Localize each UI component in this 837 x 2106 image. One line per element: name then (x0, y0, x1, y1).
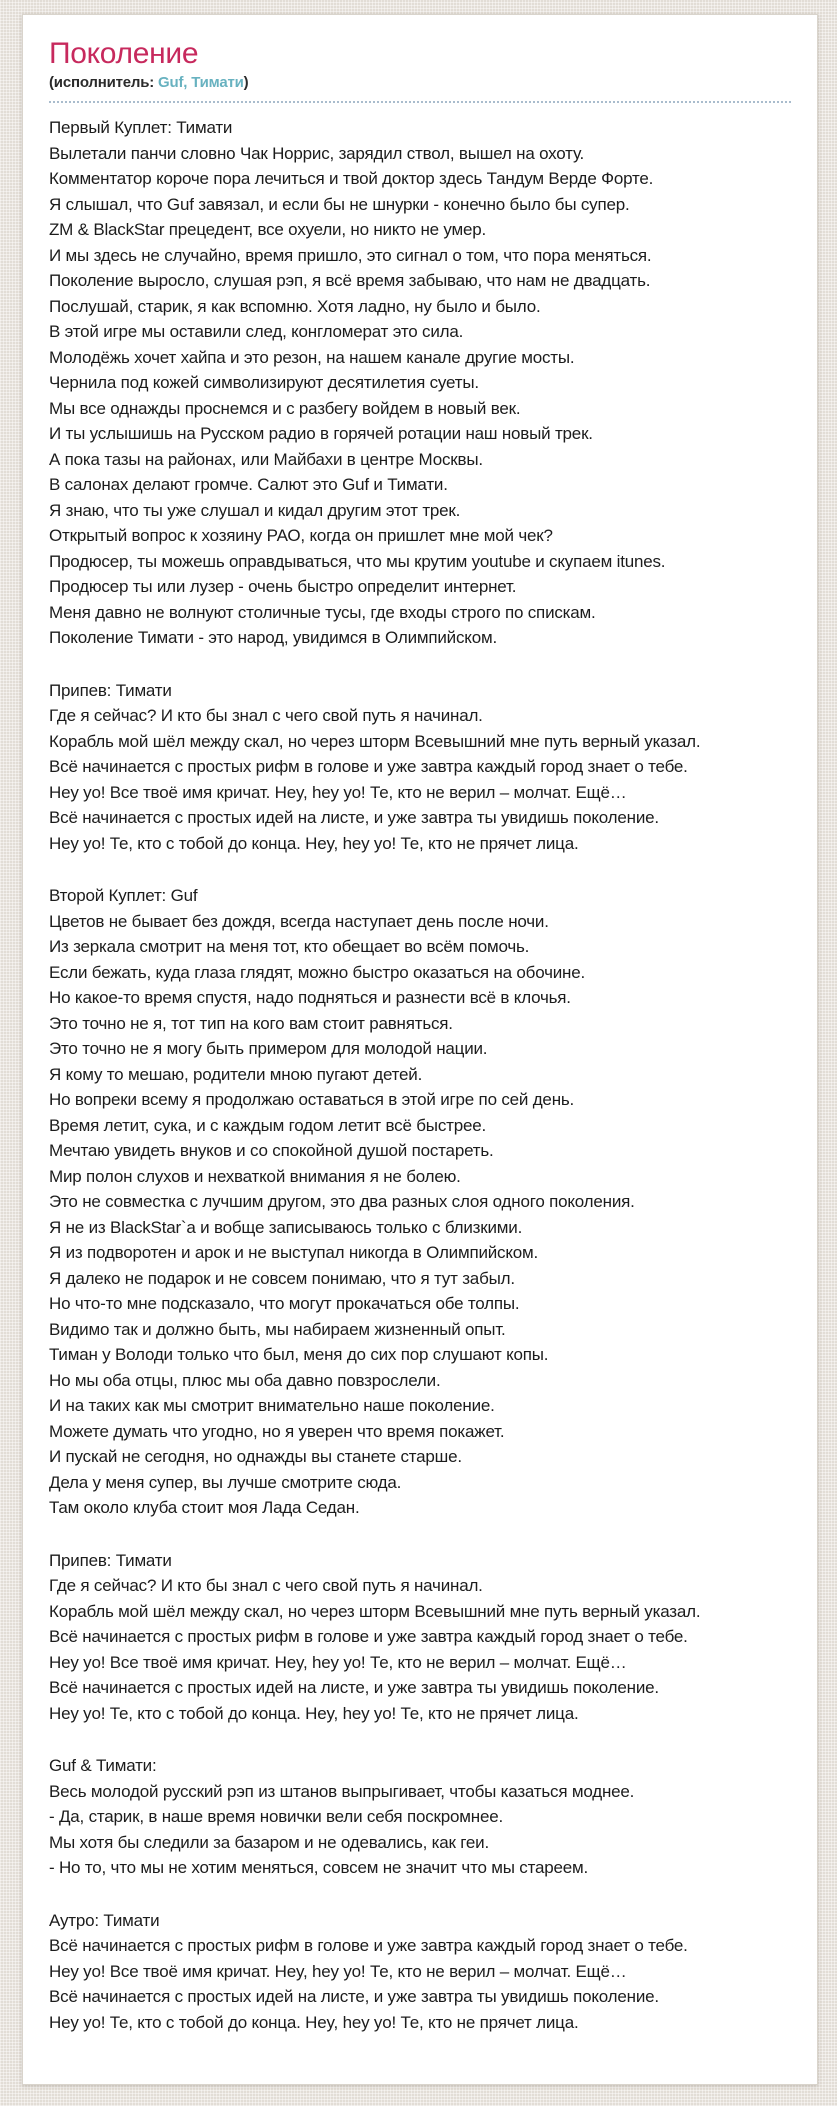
lyric-line: Я не из BlackStar`а и вобще записываюсь только с близкими. (49, 1217, 523, 1237)
page-title: Поколение (49, 37, 199, 70)
artist-label: (исполнитель: (49, 74, 155, 91)
artist-link-timati[interactable]: Тимати (191, 74, 244, 91)
lyric-line: Продюсер, ты можешь оправдываться, что мы крутим youtube и скупаем itunes. (49, 551, 666, 571)
lyric-line: Продюсер ты или лузер - очень быстро определит интернет. (49, 577, 517, 596)
lyric-line: Всё начинается с простых идей на листе, и уже завтра ты увидишь поколение. (49, 1678, 659, 1697)
artist-separator: , (183, 74, 192, 91)
artist-links (158, 74, 244, 91)
lyric-line: Чернила под кожей символизируют десятилетия суеты. (49, 373, 479, 392)
lyric-line: Но какое-то время спустя, надо подняться и разнести всё в клочья. (49, 988, 571, 1007)
lyric-line: Всё начинается с простых рифм в голове и уже завтра каждый город знает о тебе. (49, 757, 688, 776)
lyric-line: Дела у меня супер, вы лучше смотрите сюда. (49, 1472, 402, 1492)
lyric-line: И мы здесь не случайно, время пришло, это сигнал о том, что пора меняться. (49, 245, 652, 265)
lyric-line: Второй Куплет: Guf (49, 886, 198, 905)
lyric-line: Тиман у Володи только что был, меня до сих пор слушают копы. (49, 1345, 549, 1364)
lyric-line: А пока тазы на районах, или Майбахи в центре Москвы. (49, 449, 483, 469)
lyrics-section-verse-2 (49, 883, 791, 1521)
lyric-line: Из зеркала смотрит на меня тот, кто обещает во всём помочь. (49, 937, 530, 956)
lyric-line: Корабль мой шёл между скал, но через шторм Всевышний мне путь верный указал. (49, 731, 701, 751)
lyric-line: Это точно не я могу быть примером для молодой нации. (49, 1039, 488, 1058)
lyric-line: Это точно не я, тот тип на кого вам стоит равняться. (49, 1013, 453, 1033)
lyric-line: Я кому то мешаю, родители мною пугают детей. (49, 1064, 423, 1084)
lyric-line: Я знаю, что ты уже слушал и кидал другим этот трек. (49, 500, 461, 520)
lyric-line: Первый Куплет: Тимати (49, 118, 233, 137)
lyric-line: Открытый вопрос к хозяину РАО, когда он пришлет мне мой чек? (49, 526, 553, 545)
lyrics-section-chorus-1 (49, 678, 791, 857)
lyric-line: Видимо так и должно быть, мы набираем жизненный опыт. (49, 1319, 506, 1339)
lyric-line: Я из подворотен и арок и не выступал никогда в Олимпийском. (49, 1243, 539, 1262)
lyrics-section-verse-1 (49, 115, 791, 651)
lyric-line: Hey yo! Те, кто с тобой до конца. Hey, hey yo! Те, кто не прячет лица. (49, 2012, 579, 2032)
lyric-line: Поколение Тимати - это народ, увидимся в Олимпийском. (49, 628, 497, 647)
lyric-line: Мечтаю увидеть внуков и со спокойной душой постареть. (49, 1141, 494, 1160)
lyric-line: В этой игре мы оставили след, конгломерат это сила. (49, 322, 464, 341)
lyric-line: Если бежать, куда глаза глядят, можно быстро оказаться на обочине. (49, 962, 586, 982)
lyric-line: Мир полон слухов и нехваткой внимания я не болею. (49, 1166, 461, 1186)
lyric-line: Hey yo! Те, кто с тобой до конца. Hey, hey yo! Те, кто не прячет лица. (49, 833, 579, 853)
lyric-line: Цветов не бывает без дождя, всегда наступает день после ночи. (49, 911, 549, 931)
lyrics-section-chorus-2 (49, 1548, 791, 1727)
lyric-line: Поколение выросло, слушая рэп, я всё время забываю, что нам не двадцать. (49, 271, 651, 290)
lyric-line: Меня давно не волнуют столичные тусы, где входы строго по спискам. (49, 602, 596, 622)
lyric-line: И ты услышишь на Русском радио в горячей ротации наш новый трек. (49, 424, 593, 443)
lyric-line: - Но то, что мы не хотим меняться, совсем не значит что мы стареем. (49, 1858, 589, 1877)
lyric-line: Мы все однажды проснемся и с разбегу войдем в новый век. (49, 398, 521, 418)
lyric-line: Комментатор короче пора лечиться и твой доктор здесь Тандум Верде Форте. (49, 169, 654, 188)
lyric-line: Мы хотя бы следили за базаром и не одевались, как геи. (49, 1832, 489, 1852)
lyrics-section-outro (49, 1908, 791, 2036)
lyric-line: Весь молодой русский рэп из штанов выпрыгивает, чтобы казаться моднее. (49, 1781, 635, 1801)
lyric-line: Корабль мой шёл между скал, но через шторм Всевышний мне путь верный указал. (49, 1601, 701, 1621)
lyrics-section-bridge (49, 1753, 791, 1881)
lyric-line: Припев: Тимати (49, 680, 172, 700)
lyric-line: Молодёжь хочет хайпа и это резон, на нашем канале другие мосты. (49, 347, 575, 367)
lyric-line: Но мы оба отцы, плюс мы оба давно повзрослели. (49, 1370, 441, 1390)
lyric-line: Hey yo! Все твоё имя кричат. Hey, hey yo! Те, кто не верил – молчат. Ещё… (49, 1652, 627, 1672)
artist-link-guf[interactable]: Guf (158, 74, 184, 91)
lyric-line: Аутро: Тимати (49, 1910, 160, 1930)
dotted-divider (49, 101, 791, 103)
lyric-line: Всё начинается с простых идей на листе, и уже завтра ты увидишь поколение. (49, 1987, 659, 2006)
lyrics-text (49, 115, 791, 2035)
lyric-line: Время летит, сука, и с каждым годом летит всё быстрее. (49, 1115, 486, 1135)
lyric-line: И пускай не сегодня, но однажды вы станете старше. (49, 1447, 462, 1466)
lyric-line: Всё начинается с простых рифм в голове и уже завтра каждый город знает о тебе. (49, 1936, 688, 1955)
lyric-line: - Да, старик, в наше время новички вели себя поскромнее. (49, 1807, 503, 1826)
lyric-line: Но что-то мне подсказало, что могут прокачаться обе толпы. (49, 1294, 520, 1313)
lyric-line: ZM & BlackStar прецедент, все охуели, но никто не умер. (49, 220, 487, 239)
lyric-line: Hey yo! Все твоё имя кричат. Hey, hey yo! Те, кто не верил – молчат. Ещё… (49, 782, 627, 802)
lyric-line: В салонах делают громче. Салют это Guf и Тимати. (49, 475, 448, 494)
lyric-line: Где я сейчас? И кто бы знал с чего свой путь я начинал. (49, 706, 483, 725)
lyric-line: Можете думать что угодно, но я уверен что время покажет. (49, 1421, 505, 1441)
lyric-line: Припев: Тимати (49, 1550, 172, 1570)
lyric-line: Hey yo! Все твоё имя кричат. Hey, hey yo! Те, кто не верил – молчат. Ещё… (49, 1961, 627, 1981)
lyric-line: Всё начинается с простых идей на листе, и уже завтра ты увидишь поколение. (49, 808, 659, 827)
lyric-line: Я слышал, что Guf завязал, и если бы не шнурки - конечно было бы супер. (49, 194, 630, 214)
lyric-line: Послушай, старик, я как вспомню. Хотя ладно, ну было и было. (49, 296, 541, 316)
lyric-line: Где я сейчас? И кто бы знал с чего свой путь я начинал. (49, 1576, 483, 1595)
lyric-line: Но вопреки всему я продолжаю оставаться в этой игре по сей день. (49, 1090, 575, 1109)
lyric-line: Guf & Тимати: (49, 1756, 157, 1775)
lyric-line: Всё начинается с простых рифм в голове и уже завтра каждый город знает о тебе. (49, 1627, 688, 1646)
artist-line (49, 73, 791, 93)
lyric-line: И на таких как мы смотрит внимательно наше поколение. (49, 1396, 495, 1415)
lyric-line: Это не совместка с лучшим другом, это два разных слоя одного поколения. (49, 1192, 635, 1211)
lyric-line: Hey yo! Те, кто с тобой до конца. Hey, hey yo! Те, кто не прячет лица. (49, 1703, 579, 1723)
lyric-line: Я далеко не подарок и не совсем понимаю, что я тут забыл. (49, 1268, 515, 1288)
artist-close-paren: ) (243, 74, 249, 91)
lyric-line: Вылетали панчи словно Чак Норрис, зарядил ствол, вышел на охоту. (49, 143, 585, 163)
lyrics-card (22, 14, 818, 2085)
lyric-line: Там около клуба стоит моя Лада Седан. (49, 1498, 360, 1517)
